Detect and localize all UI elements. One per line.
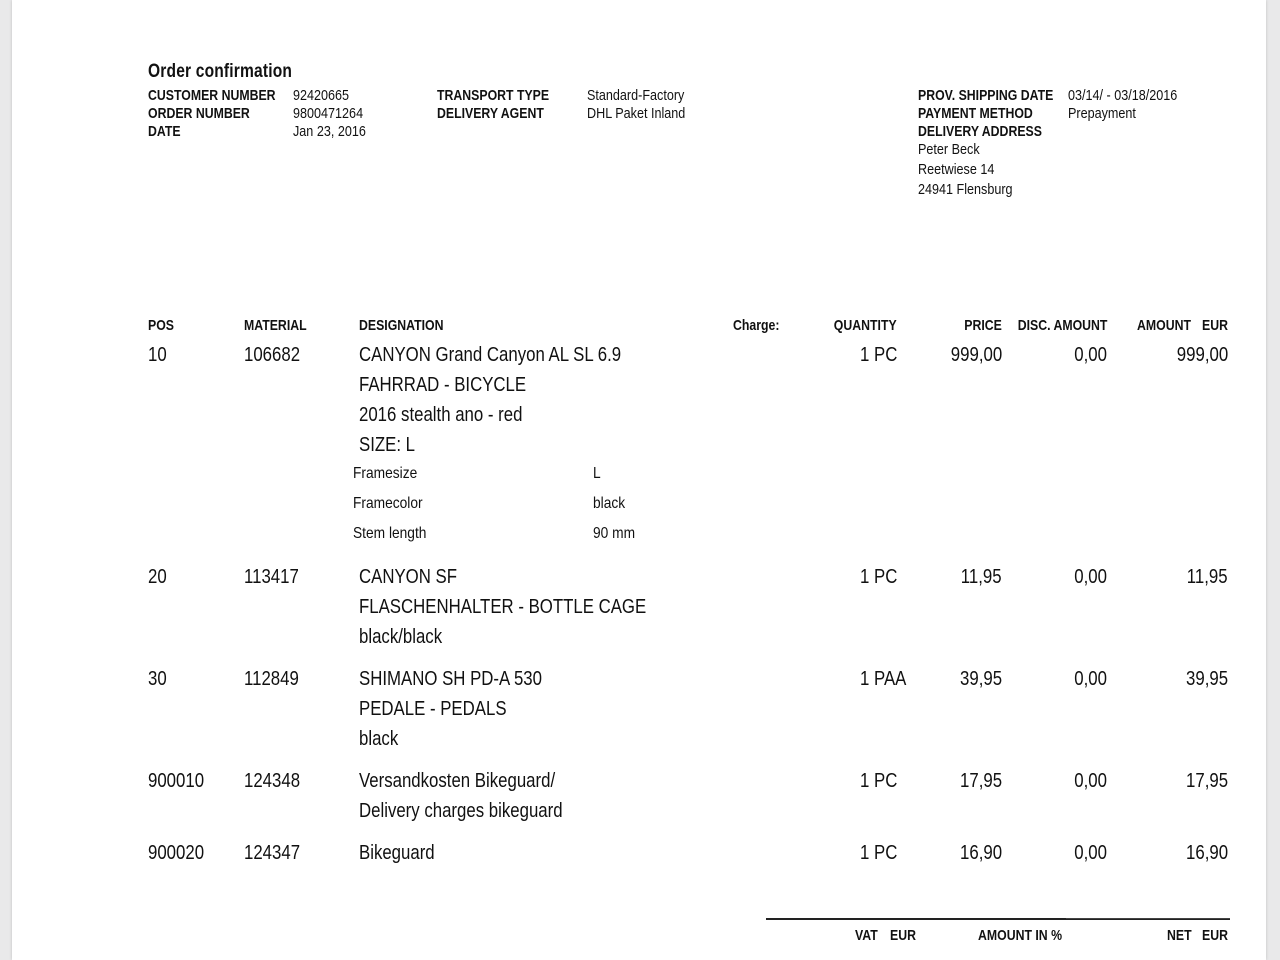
row-material: 124348	[244, 770, 301, 792]
row-designation-line: CANYON Grand Canyon AL SL 6.9	[359, 344, 622, 366]
address-line-name: Peter Beck	[918, 141, 980, 158]
row-designation-line: black	[359, 728, 399, 750]
document-title: Order confirmation	[148, 61, 293, 82]
attribute-value: L	[593, 465, 601, 482]
shipping-date-value: 03/14/ - 03/18/2016	[1068, 87, 1178, 104]
address-line-city: 24941 Flensburg	[918, 181, 1013, 198]
row-price: 11,95	[961, 566, 1002, 588]
attribute-value: black	[593, 495, 626, 512]
order-confirmation-page	[12, 0, 1266, 960]
row-quantity: 1 PC	[860, 566, 898, 588]
col-header-amount: AMOUNT	[1137, 317, 1191, 334]
row-amount: 999,00	[1176, 344, 1228, 366]
row-material: 106682	[244, 344, 301, 366]
row-pos: 10	[148, 344, 167, 366]
row-disc: 0,00	[1074, 566, 1107, 588]
totals-vat-currency: EUR	[890, 927, 916, 944]
customer-number-label: CUSTOMER NUMBER	[148, 87, 276, 104]
order-number-label: ORDER NUMBER	[148, 105, 250, 122]
col-header-disc-amount: DISC. AMOUNT	[1017, 317, 1107, 334]
totals-vat-label: VAT	[855, 927, 878, 944]
attribute-name: Stem length	[353, 525, 427, 542]
row-amount: 11,95	[1187, 566, 1228, 588]
col-header-pos: POS	[148, 317, 174, 334]
row-price: 17,95	[959, 770, 1002, 792]
row-price: 16,90	[959, 842, 1002, 864]
row-material: 112849	[244, 668, 299, 690]
row-designation-line: CANYON SF	[359, 566, 458, 588]
col-header-charge: Charge:	[733, 317, 780, 334]
row-pos: 20	[148, 566, 167, 588]
row-pos: 900010	[148, 770, 205, 792]
row-quantity: 1 PC	[860, 770, 898, 792]
row-disc: 0,00	[1074, 668, 1107, 690]
row-designation-line: SIZE: L	[359, 434, 416, 456]
customer-number-value: 92420665	[293, 87, 350, 104]
row-designation-line: FLASCHENHALTER - BOTTLE CAGE	[359, 596, 647, 618]
totals-net-currency: EUR	[1202, 927, 1228, 944]
row-disc: 0,00	[1074, 842, 1107, 864]
attribute-name: Framecolor	[353, 495, 423, 512]
row-material: 124347	[244, 842, 301, 864]
col-header-price: PRICE	[964, 317, 1002, 334]
row-amount: 16,90	[1185, 842, 1228, 864]
order-number-value: 9800471264	[293, 105, 364, 122]
row-material: 113417	[244, 566, 299, 588]
address-line-street: Reetwiese 14	[918, 161, 995, 178]
shipping-date-label: PROV. SHIPPING DATE	[918, 87, 1054, 104]
date-value: Jan 23, 2016	[293, 123, 366, 140]
row-amount: 17,95	[1185, 770, 1228, 792]
payment-method-value: Prepayment	[1068, 105, 1136, 122]
totals-divider-secondary	[1066, 918, 1230, 919]
totals-net-label: NET	[1167, 927, 1192, 944]
row-designation-line: Bikeguard	[359, 842, 435, 864]
row-designation-line: SHIMANO SH PD-A 530	[359, 668, 542, 690]
col-header-quantity: QUANTITY	[834, 317, 897, 334]
row-disc: 0,00	[1074, 344, 1107, 366]
row-quantity: 1 PC	[860, 344, 898, 366]
totals-percent-label: AMOUNT IN %	[978, 927, 1063, 944]
attribute-name: Framesize	[353, 465, 418, 482]
payment-method-label: PAYMENT METHOD	[918, 105, 1033, 122]
row-designation-line: black/black	[359, 626, 443, 648]
row-disc: 0,00	[1074, 770, 1107, 792]
row-quantity: 1 PAA	[860, 668, 907, 690]
row-designation-line: Delivery charges bikeguard	[359, 800, 563, 822]
row-price: 39,95	[959, 668, 1002, 690]
col-header-currency: EUR	[1202, 317, 1228, 334]
row-amount: 39,95	[1185, 668, 1228, 690]
delivery-address-label: DELIVERY ADDRESS	[918, 123, 1042, 140]
row-quantity: 1 PC	[860, 842, 898, 864]
row-pos: 900020	[148, 842, 205, 864]
delivery-agent-label: DELIVERY AGENT	[437, 105, 544, 122]
attribute-value: 90 mm	[593, 525, 636, 542]
row-designation-line: Versandkosten Bikeguard/	[359, 770, 556, 792]
col-header-designation: DESIGNATION	[359, 317, 444, 334]
row-pos: 30	[148, 668, 167, 690]
transport-type-value: Standard-Factory	[587, 87, 685, 104]
row-designation-line: 2016 stealth ano - red	[359, 404, 523, 426]
row-designation-line: PEDALE - PEDALS	[359, 698, 507, 720]
col-header-material: MATERIAL	[244, 317, 307, 334]
transport-type-label: TRANSPORT TYPE	[437, 87, 550, 104]
date-label: DATE	[148, 123, 181, 140]
delivery-agent-value: DHL Paket Inland	[587, 105, 686, 122]
row-designation-line: FAHRRAD - BICYCLE	[359, 374, 527, 396]
row-price: 999,00	[950, 344, 1002, 366]
